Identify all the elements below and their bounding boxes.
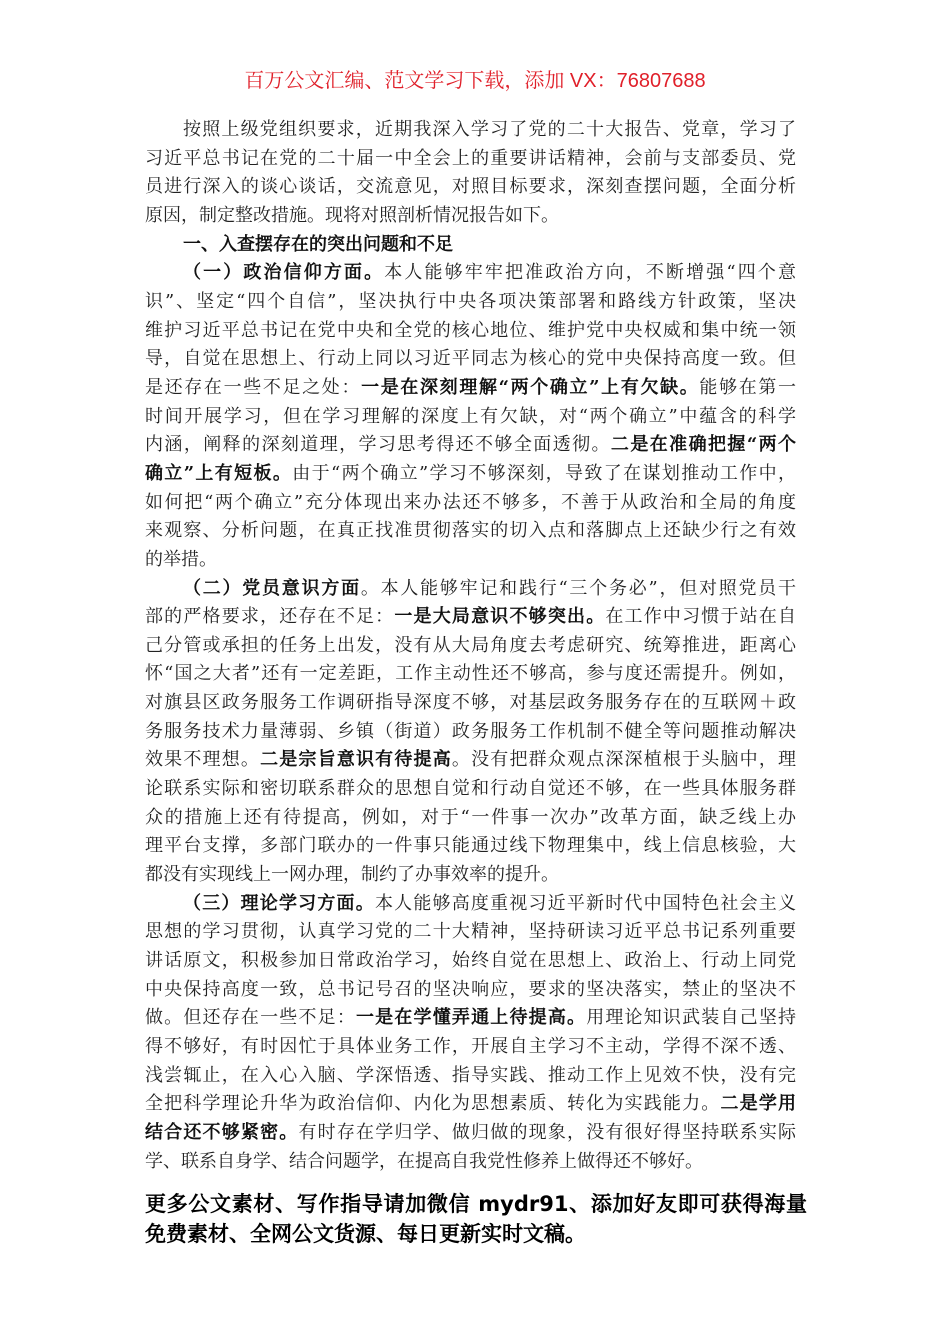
text-run: 如何把“两个确立”充分体现出来办法还不够多，不善于从政治和全局的角度: [145, 491, 796, 513]
bold-text: 二是在准确把握“两个: [610, 434, 796, 456]
document-body: [145, 116, 796, 1176]
text-line: [145, 1148, 796, 1177]
text-line: [145, 689, 796, 718]
bold-text: 确立”上有短板。: [145, 462, 293, 484]
text-run: 按照上级党组织要求，近期我深入学习了党的二十大报告、党章，学习了: [183, 119, 796, 140]
text-run: 。本人能够牢记和践行“三个务必”，但对照党员干: [360, 577, 797, 599]
text-run: 有时存在学归学、做归做的现象，没有很好得坚持联系实际: [298, 1121, 797, 1143]
bold-text: （三）理论学习方面。: [183, 892, 375, 914]
text-run: 全把科学理论升华为政治信仰、内化为思想素质、转化为实践能力。: [145, 1093, 721, 1115]
bold-text: （一）政治信仰方面。: [183, 262, 385, 284]
text-run: 讲话原文，积极参加日常政治学习，始终自觉在思想上、政治上、行动上同党: [145, 950, 796, 972]
text-run: 习近平总书记在党的二十届一中全会上的重要讲话精神，会前与支部委员、党: [145, 147, 796, 169]
text-line: [145, 517, 796, 546]
text-line: [145, 890, 796, 919]
text-line: [145, 603, 796, 632]
text-line: [145, 116, 796, 145]
text-line: [145, 231, 796, 260]
text-line: [145, 489, 796, 518]
text-run: 导，自觉在思想上、行动上同以习近平同志为核心的党中央保持高度一致。但: [145, 348, 796, 370]
section-heading: [145, 231, 796, 260]
text-run: 维护习近平总书记在党中央和全党的核心地位、维护党中央权威和集中统一领: [145, 319, 796, 341]
text-run: 是还存在一些不足之处：: [145, 376, 362, 398]
text-run: 原因，制定整改措施。现将对照剖析情况报告如下。: [145, 204, 559, 226]
text-run: 论联系实际和密切联系群众的思想自觉和行动自觉还不够，在一些具体服务群: [145, 778, 796, 800]
text-line: [145, 374, 796, 403]
text-line: [145, 1062, 796, 1091]
text-run: 己分管或承担的任务上出发，没有从大局角度去考虑研究、统筹推进，距离心: [145, 634, 796, 656]
bold-text: 一是在深刻理解“两个确立”上有欠缺。: [361, 376, 700, 398]
text-run: 怀“国之大者”还有一定差距，工作主动性还不够高，参与度还需提升。例如，: [145, 663, 796, 685]
text-run: 思想的学习贯彻，认真学习党的二十大精神，坚持研读习近平总书记系列重要: [145, 921, 796, 943]
text-line: [145, 832, 796, 861]
bold-text: 二是学用: [720, 1093, 796, 1115]
text-line: [145, 660, 796, 689]
text-run: 浅尝辄止，在入心入脑、学深悟透、指导实践、推动工作上见效不快，没有完: [145, 1064, 796, 1086]
paragraph-theory-study: [145, 890, 796, 1177]
promo-footer-line: 免费素材、全网公文货源、每日更新实时文稿。: [145, 1222, 586, 1246]
text-line: [145, 173, 796, 202]
text-run: 能够在第一: [699, 376, 797, 398]
text-line: [145, 546, 796, 575]
text-run: 时间开展学习，但在学习理解的深度上有欠缺，对“两个确立”中蕴含的科学: [145, 405, 796, 427]
text-line: [145, 259, 796, 288]
bold-text: 一是大局意识不够突出。: [394, 606, 606, 628]
text-run: 中央保持高度一致，总书记号召的坚决响应，要求的坚决落实，禁止的坚决不: [145, 978, 796, 1000]
text-line: [145, 575, 796, 604]
text-run: 理平台支撑，多部门联办的一件事只能通过线下物理集中，线上信息核验，大: [145, 835, 796, 857]
text-run: 在工作中习惯于站在自: [605, 606, 797, 628]
text-line: [145, 403, 796, 432]
bold-text: 一是在学懂弄通上待提高。: [356, 1007, 587, 1029]
text-run: 对旗县区政务服务工作调研指导深度不够，对基层政务服务存在的互联网＋政: [145, 692, 796, 714]
text-line: [145, 746, 796, 775]
text-line: [145, 976, 796, 1005]
watermark-header: 百万公文汇编、范文学习下载，添加 VX：76807688: [244, 70, 706, 92]
bold-text: 二是宗旨意识有待提高: [260, 749, 452, 771]
text-line: [145, 431, 796, 460]
text-run: 部的严格要求，还存在不足：: [145, 606, 395, 628]
text-run: 做。但还存在一些不足：: [145, 1007, 356, 1029]
text-line: [145, 804, 796, 833]
bold-text: （二）党员意识方面: [183, 577, 361, 599]
bold-text: 一、入查摆存在的突出问题和不足: [183, 233, 453, 255]
promo-footer-line: 更多公文素材、写作指导请加微信 mydr91、添加好友即可获得海量: [145, 1192, 807, 1216]
text-line: [145, 460, 796, 489]
text-line: [145, 632, 796, 661]
text-run: 。没有把群众观点深深植根于头脑中，理: [451, 749, 797, 771]
text-line: [145, 947, 796, 976]
text-run: 效果不理想。: [145, 749, 261, 771]
text-run: 来观察、分析问题，在真正找准贯彻落实的切入点和落脚点上还缺少行之有效: [145, 520, 796, 542]
text-run: 众的措施上还有待提高，例如，对于“一件事一次办”改革方面，缺乏线上办: [145, 806, 796, 828]
text-line: [145, 775, 796, 804]
text-run: 员进行深入的谈心谈话，交流意见，对照目标要求，深刻查摆问题，全面分析: [145, 176, 796, 198]
paragraph-political-belief: [145, 259, 796, 574]
text-run: 识”、坚定“四个自信”，坚决执行中央各项决策部署和路线方针政策，坚决: [145, 290, 796, 312]
paragraph-party-awareness: [145, 575, 796, 890]
bold-text: 结合还不够紧密。: [145, 1121, 299, 1143]
text-line: [145, 1119, 796, 1148]
text-line: [145, 918, 796, 947]
text-run: 由于“两个确立”学习不够深刻，导致了在谋划推动工作中，: [292, 462, 796, 484]
text-line: [145, 1090, 796, 1119]
text-run: 得不够好，有时因忙于具体业务工作，开展自主学习不主动，学得不深不透、: [145, 1036, 796, 1057]
text-run: 本人能够牢牢把准政治方向，不断增强“四个意: [384, 262, 796, 284]
text-run: 本人能够高度重视习近平新时代中国特色社会主义: [374, 892, 796, 914]
text-run: 学、联系自身学、结合问题学，在提高自我党性修养上做得还不够好。: [145, 1150, 703, 1172]
text-line: [145, 861, 796, 890]
text-line: [145, 288, 796, 317]
text-line: [145, 145, 796, 174]
text-line: [145, 345, 796, 374]
text-run: 务服务技术力量薄弱、乡镇（街道）政务服务工作机制不健全等问题推动解决: [145, 720, 796, 742]
text-run: 都没有实现线上一网办理，制约了办事效率的提升。: [145, 864, 559, 886]
text-run: 用理论知识武装自己坚持: [586, 1007, 797, 1029]
text-line: [145, 1033, 796, 1062]
text-line: [145, 718, 796, 747]
text-run: 的举措。: [145, 548, 217, 570]
text-line: [145, 202, 796, 231]
intro-paragraph: [145, 116, 796, 231]
text-run: 内涵，阐释的深刻道理，学习思考得还不够全面透彻。: [145, 434, 611, 456]
text-line: [145, 317, 796, 346]
promo-footer: [145, 1189, 807, 1249]
text-line: [145, 1004, 796, 1033]
